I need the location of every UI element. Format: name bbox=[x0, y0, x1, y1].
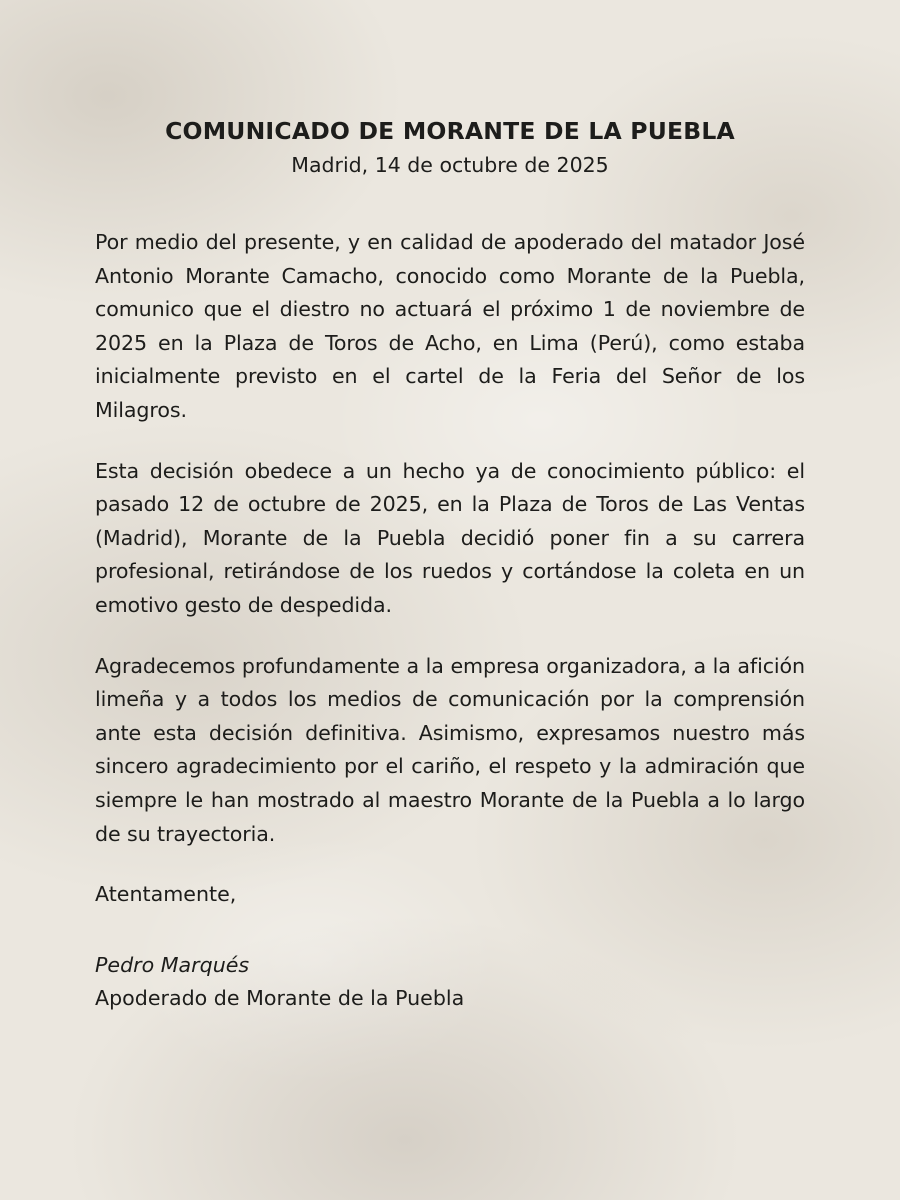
closing-salutation: Atentamente, bbox=[95, 882, 237, 907]
document-title: COMUNICADO DE MORANTE DE LA PUEBLA bbox=[165, 117, 735, 145]
paragraph-thanks: Agradecemos profundamente a la empresa organizadora, a la afición limeña y a todos los medios de comunicación por la comprensión ante esta decisión definitiva. Asimismo, expresamos nuestro más sincero agradecimiento por el cariño, el respeto y la admiración que siempre le han mostrado al maestro Morante de la Puebla a lo largo de su trayectoria. bbox=[95, 653, 805, 846]
statement-letter bbox=[95, 112, 805, 1016]
place-date: Madrid, 14 de octubre de 2025 bbox=[291, 153, 609, 177]
signature-role: Apoderado de Morante de la Puebla bbox=[95, 986, 465, 1011]
paragraph-reason: Esta decisión obedece a un hecho ya de conocimiento público: el pasado 12 de octubre de 2025, en la Plaza de Toros de Las Ventas (Madrid), Morante de la Puebla decidió poner fin a su carrera profesional, retirándose de los ruedos y cortándose la coleta en un emotivo gesto de despedida. bbox=[95, 458, 805, 617]
signature-name: Pedro Marqués bbox=[95, 952, 250, 977]
paragraph-announcement: Por medio del presente, y en calidad de apoderado del matador José Antonio Morante Camacho, conocido como Morante de la Puebla, comunico que el diestro no actuará el próximo 1 de noviembre de 2025 en la Plaza de Toros de Acho, en Lima (Perú), como estaba inicialmente previsto en el cartel de la Feria del Señor de los Milagros. bbox=[95, 230, 805, 422]
